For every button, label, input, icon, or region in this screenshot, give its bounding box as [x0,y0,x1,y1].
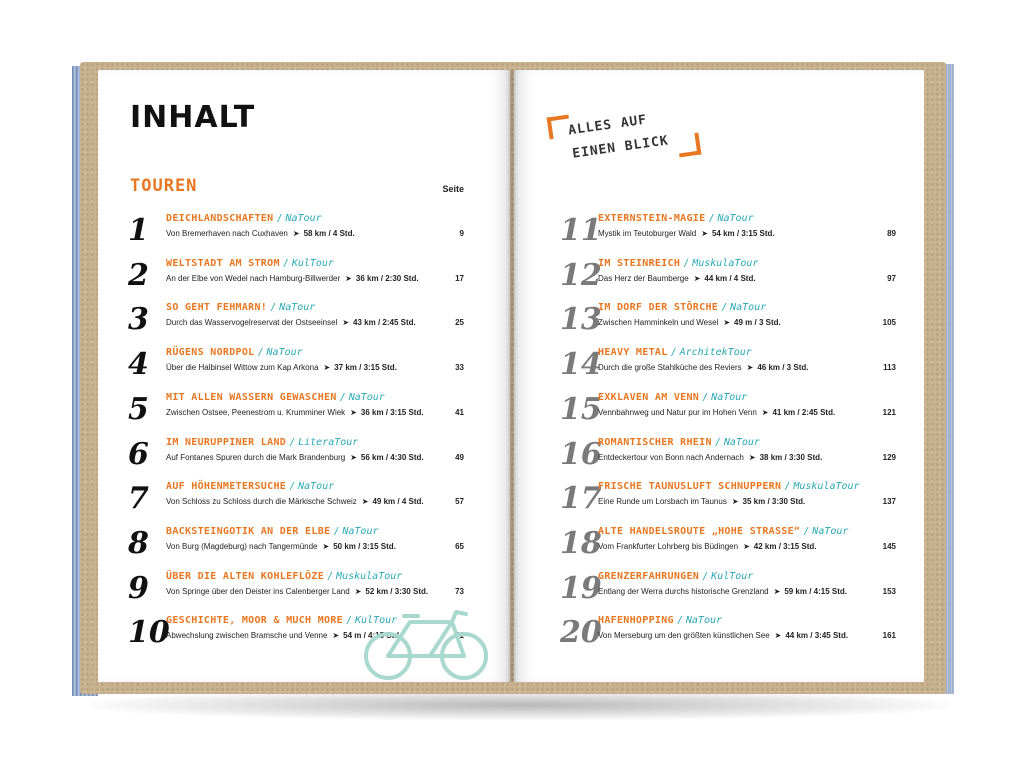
tour-stats: 44 km / 4 Std. [704,273,756,283]
tour-title [598,437,760,449]
tour-entry [560,570,900,610]
tour-name: ÜBER DIE ALTEN KOHLEFLÖZE [166,570,325,582]
tour-number: 5 [128,391,149,427]
tour-type: MuskulaTour [793,481,860,493]
tour-type: NaTour [685,615,723,627]
tour-entry [128,436,468,476]
tour-entry [560,301,900,341]
tour-title [166,213,322,225]
tour-description [598,318,781,328]
tour-title [166,258,334,270]
tour-stats: 52 km / 3:30 Std. [365,586,429,596]
tour-page-number: 161 [882,631,896,641]
tour-name: DEICHLANDSCHAFTEN [166,213,274,224]
tour-stats: 58 km / 4 Std. [303,229,355,238]
tour-name: MIT ALLEN WASSERN GEWASCHEN [166,391,337,403]
tour-entry [560,391,900,431]
tour-number: 11 [560,213,602,248]
tour-route: Vom Frankfurter Lohrberg bis Büdingen [598,541,739,551]
tour-description [166,587,428,597]
tour-number: 18 [560,525,602,561]
title-separator: / [721,302,728,314]
arrow-icon: ➤ [350,407,357,417]
title-separator: / [676,615,683,627]
tour-type: NaTour [285,213,322,224]
title-separator: / [257,347,264,359]
tour-entry [128,346,468,386]
tour-name: HEAVY METAL [598,347,668,359]
tour-route: Vennbahnweg und Natur pur im Hohen Venn [598,407,757,417]
title-separator: / [282,257,289,269]
title-separator: / [702,570,709,582]
book-gutter [506,70,518,682]
arrow-icon: ➤ [731,497,739,507]
arrow-icon: ➤ [342,318,350,328]
tour-title [598,213,754,225]
arrow-icon: ➤ [748,452,756,462]
tour-name: WELTSTADT AM STROM [166,257,280,269]
tour-name: GRENZERFAHRUNGEN [598,570,700,582]
tour-number: 12 [560,257,602,293]
tour-number: 13 [560,302,602,338]
tour-entry [128,257,468,297]
tour-description [166,363,397,373]
tour-number: 10 [128,615,170,651]
tour-page-number: 89 [887,229,896,238]
tour-description [166,408,424,418]
tour-entry [560,346,900,386]
tour-number: 7 [128,481,149,517]
title-separator: / [702,391,709,403]
tour-route: Das Herz der Baumberge [598,273,689,283]
tour-page-number: 9 [459,229,464,238]
badge-text-line2: EINEN BLICK [571,133,670,162]
tour-entry [560,614,900,654]
tour-route: Mystik im Teutoburger Wald [598,229,697,238]
tour-page-number: 145 [882,541,896,551]
tour-description [166,542,396,552]
tour-name: ALTE HANDELSROUTE „HOHE STRASSE“ [598,525,801,537]
tour-type: KulTour [355,615,398,627]
tour-page-number: 113 [883,363,896,373]
tour-stats: 54 km / 3:15 Std. [711,229,775,238]
tour-route: Durch die große Stahlküche des Reviers [598,363,742,373]
tour-stats: 50 km / 3:15 Std. [333,541,396,551]
tour-page-number: 137 [882,497,896,507]
tour-page-number: 49 [455,452,464,462]
tour-title [598,392,747,404]
arrow-icon: ➤ [743,541,750,551]
tour-description [166,318,416,328]
tour-page-number: 41 [455,407,464,417]
tour-stats: 36 km / 2:30 Std. [355,273,419,283]
tour-description [598,453,822,463]
tour-name: IM STEINREICH [598,257,681,269]
tour-stats: 36 km / 3:15 Std. [360,407,424,417]
tour-route: Von Merseburg um den größten künstlichen See [598,631,770,641]
tour-route: Zwischen Ostsee, Peenestrom u. Krumminer Wiek [166,407,346,417]
tour-title [598,481,860,493]
title-separator: / [784,481,791,493]
tour-stats: 46 km / 3 Std. [757,363,809,373]
corner-bracket-icon [677,133,702,158]
tour-route: Von Bremerhaven nach Cuxhaven [166,229,288,238]
tour-page-number: 33 [455,363,464,373]
tour-page-number: 81 [455,631,464,641]
tour-number: 15 [560,391,602,427]
tour-name: IM NEURUPPINER LAND [166,436,287,448]
badge-text-line1: ALLES AUF [567,112,649,139]
tour-type: NaTour [812,525,849,537]
tour-page-number: 121 [882,407,896,417]
tour-stats: 49 km / 4 Std. [372,497,424,507]
tour-route: Von Burg (Magdeburg) nach Tangermünde [166,541,318,551]
title-separator: / [270,302,277,314]
tour-type: NaTour [717,213,754,224]
tour-description [166,453,424,463]
tour-type: MuskulaTour [692,257,759,269]
tour-title [598,615,722,627]
tour-type: NaTour [730,302,767,314]
arrow-icon: ➤ [323,363,331,373]
tour-description [166,229,355,239]
title-separator: / [714,436,721,448]
tour-entry [128,525,468,565]
tour-type: LiteraTour [298,436,359,448]
tour-name: EXKLAVEN AM VENN [598,391,700,403]
tour-number: 9 [128,570,149,606]
tour-stats: 42 km / 3:15 Std. [753,541,817,551]
arrow-icon: ➤ [332,631,340,641]
tour-route: Abwechslung zwischen Bramsche und Venne [166,631,328,641]
tour-route: An der Elbe von Wedel nach Hamburg-Billwerder [166,273,341,283]
tour-type: KulTour [291,257,334,269]
tour-type: ArchitekTour [679,347,752,359]
title-separator: / [333,525,340,537]
tour-page-number: 153 [882,586,896,596]
tour-name: RÜGENS NORDPOL [166,347,255,359]
tour-description [598,363,808,373]
tour-page-number: 25 [455,318,464,328]
tour-stats: 38 km / 3:30 Std. [759,452,823,462]
arrow-icon: ➤ [361,497,369,507]
tour-stats: 54 m / 4:15 Std. [343,631,402,641]
tour-entry [128,480,468,520]
tour-description [166,497,424,507]
tour-number: 14 [560,347,602,383]
tour-description [598,274,756,284]
arrow-icon: ➤ [345,273,352,283]
title-separator: / [708,213,715,224]
book-shadow [90,690,950,720]
tour-type: NaTour [348,391,385,403]
arrow-icon: ➤ [746,363,754,373]
tour-name: GESCHICHTE, MOOR & MUCH MORE [166,615,343,627]
tour-number: 6 [128,436,149,472]
tour-stats: 41 km / 2:45 Std. [772,407,836,417]
bicycle-icon [360,606,492,682]
tour-entry [560,257,900,297]
tour-description [598,587,847,597]
tour-title [166,437,358,449]
arrow-icon: ➤ [354,586,362,596]
tour-title [598,258,758,270]
tour-number: 16 [560,436,602,472]
tour-page-number: 105 [882,318,896,328]
tour-name: ROMANTISCHER RHEIN [598,436,712,448]
tour-title [166,347,303,359]
tour-type: NaTour [279,302,316,314]
arrow-icon: ➤ [322,541,330,551]
tour-type: MuskulaTour [336,570,403,582]
tour-page-number: 73 [455,586,464,596]
tour-number: 4 [128,347,149,383]
page-title: INHALT [130,100,256,135]
tour-type: NaTour [723,436,760,448]
title-separator: / [289,436,296,448]
arrow-icon: ➤ [774,631,782,641]
tour-route: Durch das Wasservogelreservat der Ostseeinsel [166,318,338,328]
tour-route: Auf Fontanes Spuren durch die Mark Brandenburg [166,452,346,462]
tour-description [598,542,816,552]
tour-route: Zwischen Hamminkeln und Wesel [598,318,719,328]
tour-name: SO GEHT FEHMARN! [166,302,268,314]
tour-stats: 43 km / 2:45 Std. [353,318,416,328]
title-separator: / [345,615,353,627]
tour-stats: 44 km / 3:45 Std. [785,631,849,641]
tour-entry [560,212,900,252]
tour-route: Von Schloss zu Schloss durch die Märkische Schweiz [166,497,357,507]
tour-type: NaTour [711,391,748,403]
title-separator: / [670,347,677,359]
tour-description [598,497,805,507]
tour-description [166,274,419,284]
overview-badge [548,110,708,170]
tour-stats: 59 km / 4:15 Std. [784,586,848,596]
tour-name: AUF HÖHENMETERSUCHE [166,481,287,493]
tour-type: NaTour [266,347,303,359]
title-separator: / [327,570,334,582]
page-column-label: Seite [442,184,464,194]
tour-title [166,302,315,314]
title-separator: / [276,213,283,224]
title-separator: / [803,525,810,537]
tour-title [598,302,766,314]
tour-page-number: 129 [882,452,896,462]
tour-description [598,631,848,641]
arrow-icon: ➤ [350,452,357,462]
arrow-icon: ➤ [723,318,731,328]
tour-number: 20 [560,615,602,651]
title-separator: / [339,391,346,403]
tour-route: Entlang der Werra durchs historische Grenzland [598,586,769,596]
tour-name: IM DORF DER STÖRCHE [598,302,719,314]
tour-entry [128,391,468,431]
tour-route: Eine Runde um Lorsbach im Taunus [598,497,727,507]
title-separator: / [289,481,296,493]
tour-page-number: 97 [887,273,896,283]
tour-number: 2 [128,257,149,293]
tour-entry [128,212,468,252]
tour-stats: 49 m / 3 Std. [734,318,781,328]
tour-entry [560,480,900,520]
tour-route: Über die Halbinsel Wittow zum Kap Arkona [166,363,319,373]
tour-entry [560,436,900,476]
tour-type: KulTour [711,570,754,582]
tour-number: 1 [128,213,149,248]
tour-description [598,408,835,418]
section-heading: TOUREN [130,176,198,196]
tour-entry [560,525,900,565]
tour-page-number: 57 [455,497,464,507]
tour-stats: 56 km / 4:30 Std. [360,452,424,462]
tour-page-number: 65 [455,541,464,551]
tour-title [166,526,379,538]
tour-entry [128,570,468,610]
tour-name: EXTERNSTEIN-MAGIE [598,213,706,224]
tour-page-number: 17 [455,273,464,283]
tour-title [166,571,402,583]
tour-title [598,526,848,538]
tour-number: 17 [560,481,602,517]
tour-title [598,571,753,583]
tour-route: Entdeckertour von Bonn nach Andernach [598,452,744,462]
tour-title [166,392,385,404]
tour-entry [128,301,468,341]
tour-name: HAFENHOPPING [598,615,674,627]
tour-name: BACKSTEINGOTIK AN DER ELBE [166,525,331,537]
arrow-icon: ➤ [693,273,701,283]
tour-number: 8 [128,525,149,561]
tour-number: 19 [560,570,602,606]
tour-type: NaTour [342,525,379,537]
arrow-icon: ➤ [761,407,769,417]
tour-name: FRISCHE TAUNUSLUFT SCHNUPPERN [598,481,782,493]
tour-stats: 35 km / 3:30 Std. [742,497,806,507]
arrow-icon: ➤ [701,229,708,238]
tour-type: NaTour [298,481,335,493]
arrow-icon: ➤ [773,586,781,596]
tour-number: 3 [128,302,149,338]
tour-route: Von Springe über den Deister ins Calenberger Land [166,586,350,596]
tour-title [166,481,334,493]
tour-description [598,229,775,239]
title-separator: / [683,257,690,269]
tour-stats: 37 km / 3:15 Std. [334,363,397,373]
tour-title [598,347,752,359]
arrow-icon: ➤ [292,229,300,238]
